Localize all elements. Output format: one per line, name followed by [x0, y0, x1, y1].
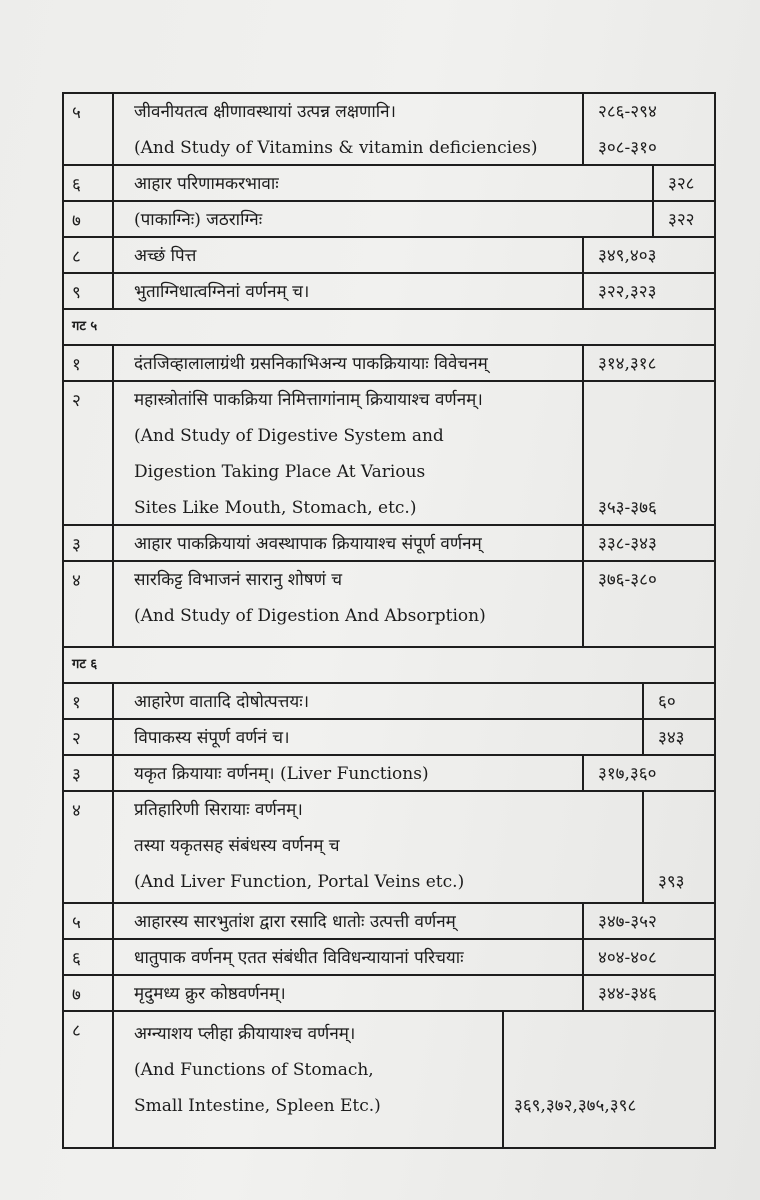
row-description [114, 940, 582, 974]
page-reference [582, 940, 714, 974]
page-reference [652, 202, 714, 236]
row-description [114, 274, 582, 308]
description-line: (And Study of Digestive System and [134, 426, 444, 446]
description-line: सारकिट्ट विभाजनं सारानु शोषणं च [134, 570, 343, 590]
page-line: ६० [658, 692, 676, 712]
row-description [114, 94, 582, 164]
table-row [64, 382, 714, 526]
description-line: अच्छं पित्त [134, 246, 197, 266]
row-description [114, 202, 652, 236]
table-row [64, 166, 714, 202]
table-row [64, 562, 714, 648]
table-row [64, 684, 714, 720]
page-line: ३५३-३७६ [598, 498, 657, 518]
table-row [64, 526, 714, 562]
description-line: भुताग्निधात्वग्निनां वर्णनम् च। [134, 282, 310, 302]
row-description [114, 904, 582, 938]
page-line: ३३८-३४३ [598, 534, 657, 554]
table-row [64, 94, 714, 166]
page-reference [652, 166, 714, 200]
row-number: ३ [64, 756, 114, 790]
table-row [64, 1012, 714, 1147]
table-row [64, 940, 714, 976]
description-line: धातुपाक वर्णनम् एतत संबंधीत विविधन्यायानां परिचयाः [134, 948, 464, 968]
page-reference [582, 94, 714, 164]
row-description [114, 684, 642, 718]
table-row [64, 346, 714, 382]
page-line [514, 1016, 714, 1052]
row-number: ४ [64, 562, 114, 646]
page-line [598, 418, 714, 454]
table-row [64, 904, 714, 940]
table-row [64, 720, 714, 756]
page-line: ३१७,३६० [598, 764, 657, 784]
description-line: विपाकस्य संपूर्ण वर्णनं च। [134, 728, 290, 748]
page-reference [582, 904, 714, 938]
row-number: ६ [64, 166, 114, 200]
description-line: Small Intestine, Spleen Etc.) [134, 1096, 381, 1116]
syllabus-table [62, 92, 716, 1149]
row-number: ८ [64, 1012, 114, 1147]
row-description [114, 238, 582, 272]
page-reference [642, 684, 714, 718]
page-line: ३४३ [658, 728, 685, 748]
page-line: ३०८-३१० [598, 138, 657, 158]
page-reference [582, 976, 714, 1010]
description-line: (And Study of Vitamins & vitamin deficiencies) [134, 138, 538, 158]
group-header [64, 648, 714, 684]
page-reference [642, 720, 714, 754]
row-description [114, 562, 582, 646]
row-description [114, 720, 642, 754]
row-number: ७ [64, 202, 114, 236]
description-line: Sites Like Mouth, Stomach, etc.) [134, 498, 417, 518]
page-line: ३४९,४०३ [598, 246, 657, 266]
table-row [64, 792, 714, 904]
page-line [658, 828, 714, 864]
page-reference [502, 1012, 714, 1147]
row-number: ८ [64, 238, 114, 272]
table-row [64, 274, 714, 310]
page-line: ३७६-३८० [598, 570, 657, 590]
page-reference [582, 238, 714, 272]
table-row [64, 756, 714, 792]
page-line [598, 454, 714, 490]
row-description [114, 346, 582, 380]
page-line: ३१४,३१८ [598, 354, 657, 374]
page-reference [582, 274, 714, 308]
description-line: जीवनीयतत्व क्षीणावस्थायां उत्पन्न लक्षणानि। [134, 102, 396, 122]
page-line: ४०४-४०८ [598, 948, 657, 968]
row-number: २ [64, 720, 114, 754]
page-line: ३२८ [668, 174, 695, 194]
description-line: महास्त्रोतांसि पाकक्रिया निमित्तागांनाम् क्रियायाश्च वर्णनम्। [134, 390, 483, 410]
page-line [598, 382, 714, 418]
page-reference [642, 792, 714, 902]
page-line [658, 792, 714, 828]
row-number: ५ [64, 94, 114, 164]
row-number: २ [64, 382, 114, 524]
row-number: १ [64, 684, 114, 718]
row-description [114, 756, 582, 790]
page-reference [582, 526, 714, 560]
page-line: ३४४-३४६ [598, 984, 657, 1004]
table-row [64, 976, 714, 1012]
row-description [114, 166, 652, 200]
page-reference [582, 382, 714, 524]
page-line: ३२२,३२३ [598, 282, 657, 302]
description-line: आहारस्य सारभुतांश द्वारा रसादि धातोः उत्पत्ती वर्णनम् [134, 912, 456, 932]
description-line: आहार पाकक्रियायां अवस्थापाक क्रियायाश्च संपूर्ण वर्णनम् [134, 534, 482, 554]
description-line: अग्न्याशय प्लीहा क्रीयायाश्च वर्णनम्। [134, 1024, 356, 1044]
description-line: Digestion Taking Place At Various [134, 462, 426, 482]
page-reference [582, 346, 714, 380]
group-header [64, 310, 714, 346]
description-line: आहार परिणामकरभावाः [134, 174, 279, 194]
row-description [114, 1012, 502, 1147]
group-label: गट ५ [72, 319, 98, 334]
row-number: ३ [64, 526, 114, 560]
row-number: ४ [64, 792, 114, 902]
page-line: ३९३ [658, 872, 685, 892]
page-reference [582, 756, 714, 790]
page-line: २८६-२९४ [598, 102, 657, 122]
row-description [114, 382, 582, 524]
description-line: मृदुमध्य क्रुर कोष्ठवर्णनम्। [134, 984, 286, 1004]
row-description [114, 526, 582, 560]
description-line: दंतजिव्हालालाग्रंथी ग्रसनिकाभिअन्य पाकक्रियायाः विवेचनम् [134, 354, 488, 374]
group-label: गट ६ [72, 657, 98, 672]
description-line: आहारेण वातादि दोषोत्पत्तयः। [134, 692, 310, 712]
row-number: ५ [64, 904, 114, 938]
page-reference [582, 562, 714, 646]
page-line: ३४७-३५२ [598, 912, 657, 932]
description-line: यकृत क्रियायाः वर्णनम्। (Liver Functions) [134, 764, 429, 784]
row-number: ६ [64, 940, 114, 974]
table-row [64, 238, 714, 274]
row-number: ९ [64, 274, 114, 308]
page-line [514, 1052, 714, 1088]
page-line: ३२२ [668, 210, 695, 230]
row-number: १ [64, 346, 114, 380]
description-line: (And Functions of Stomach, [134, 1060, 374, 1080]
row-description [114, 792, 642, 902]
description-line: प्रतिहारिणी सिरायाः वर्णनम्। [134, 800, 303, 820]
row-description [114, 976, 582, 1010]
description-line: (And Study of Digestion And Absorption) [134, 606, 486, 626]
description-line: तस्या यकृतसह संबंधस्य वर्णनम् च [134, 836, 340, 856]
table-row [64, 202, 714, 238]
description-line: (पाकाग्निः) जठराग्निः [134, 210, 263, 230]
description-line: (And Liver Function, Portal Veins etc.) [134, 872, 465, 892]
row-number: ७ [64, 976, 114, 1010]
page-line: ३६९,३७२,३७५,३९८ [514, 1096, 637, 1116]
